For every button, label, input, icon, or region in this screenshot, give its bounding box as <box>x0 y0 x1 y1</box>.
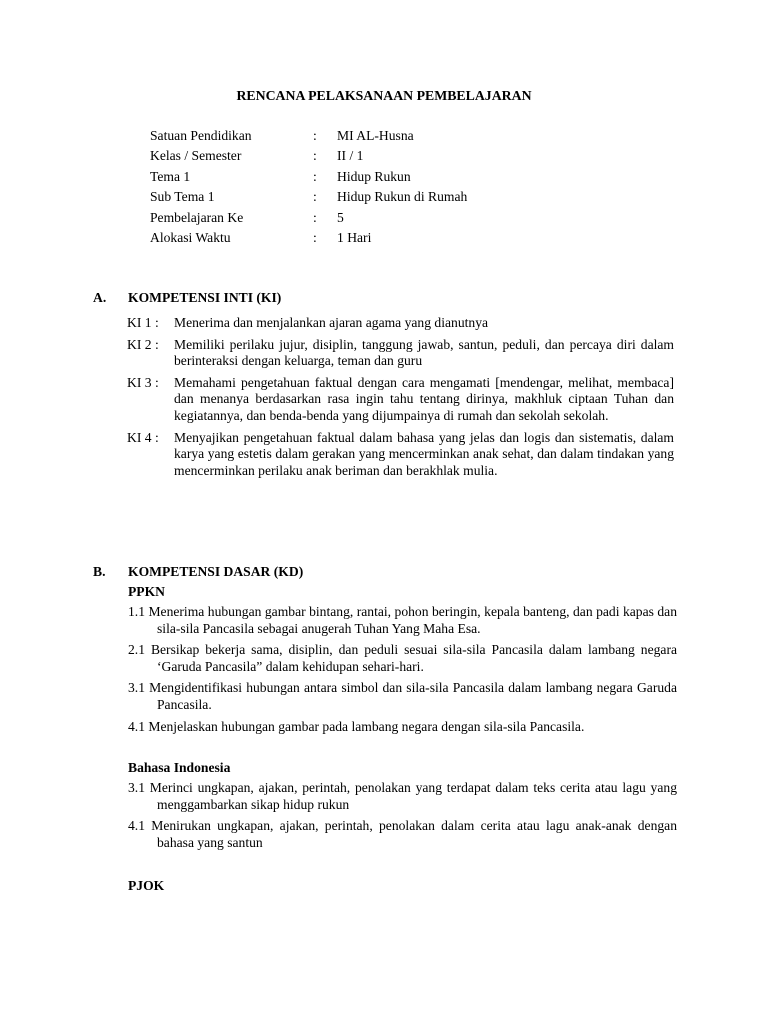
kd-item: 1.1 Menerima hubungan gambar bintang, rantai, pohon beringin, kepala banteng, dan padi kapas dan sila-sila Pancasila sebagai anugerah Tuhan Yang Maha Esa. <box>128 604 677 636</box>
info-label: Alokasi Waktu <box>150 229 231 245</box>
info-label: Pembelajaran Ke <box>150 209 244 225</box>
info-colon: : <box>313 229 317 245</box>
ki-item <box>127 337 674 370</box>
info-colon: : <box>313 148 317 164</box>
info-value: Hidup Rukun di Rumah <box>337 189 468 205</box>
section-heading <box>93 290 683 310</box>
info-colon: : <box>313 168 317 184</box>
info-value: Hidup Rukun <box>337 168 411 184</box>
info-colon: : <box>313 209 317 225</box>
ki-code: KI 1 : <box>127 315 159 330</box>
ki-code: KI 2 : <box>127 336 159 352</box>
ki-text: Memahami pengetahuan faktual dengan cara mengamati [mendengar, melihat, membaca] dan menanya berdasarkan rasa ingin tahu tentang dirinya, makhluk ciptaan Tuhan dan kegiatannya, dan benda-benda yang dijumpainya di rumah dan sekolah sekolah. <box>174 374 674 423</box>
info-colon: : <box>313 128 317 143</box>
kd-item: 3.1 Mengidentifikasi hubungan antara simbol dan sila-sila Pancasila dalam lambang negara Garuda Pancasila. <box>128 680 677 712</box>
info-label: Sub Tema 1 <box>150 189 215 205</box>
info-value: II / 1 <box>337 148 364 164</box>
info-label: Tema 1 <box>150 168 191 184</box>
kd-item: 2.1 Bersikap bekerja sama, disiplin, dan peduli sesuai sila-sila Pancasila dalam lambang negara ‘Garuda Pancasila” dalam kehidupan sehari-hari. <box>128 642 677 674</box>
kd-item: 4.1 Menjelaskan hubungan gambar pada lambang negara dengan sila-sila Pancasila. <box>128 718 585 734</box>
section-kompetensi-dasar <box>93 564 683 898</box>
info-label: Kelas / Semester <box>150 148 242 164</box>
ki-code: KI 4 : <box>127 429 159 445</box>
section-title: KOMPETENSI INTI (KI) <box>128 290 282 305</box>
section-letter: B. <box>93 564 106 579</box>
ki-text: Menyajikan pengetahuan faktual dalam bahasa yang jelas dan logis dan sistematis, dalam karya yang estetis dalam gerakan yang mencerminkan anak sehat, dan dalam tindakan yang mencerminkan perilaku anak beriman dan berakhlak mulia. <box>174 429 674 478</box>
spacer <box>128 857 677 878</box>
kd-block <box>128 584 677 898</box>
ki-list <box>127 315 674 479</box>
info-label: Satuan Pendidikan <box>150 128 252 143</box>
section-letter: A. <box>93 290 107 305</box>
subject-heading-ppkn: PPKN <box>128 584 165 599</box>
ki-item <box>127 375 674 425</box>
section-heading <box>93 564 683 584</box>
info-value: MI AL-Husna <box>337 128 414 143</box>
ki-item <box>127 430 674 480</box>
ki-text: Menerima dan menjalankan ajaran agama yang dianutnya <box>174 315 489 330</box>
info-value: 1 Hari <box>337 229 372 245</box>
spacer <box>128 740 677 760</box>
kd-item: 4.1 Menirukan ungkapan, ajakan, perintah, penolakan dalam cerita atau lagu anak-anak dengan bahasa yang santun <box>128 818 677 850</box>
info-value: 5 <box>337 209 344 225</box>
kd-item: 3.1 Merinci ungkapan, ajakan, perintah, penolakan yang terdapat dalam teks cerita atau lagu yang menggambarkan sikap hidup rukun <box>128 780 677 812</box>
section-title: KOMPETENSI DASAR (KD) <box>128 564 304 579</box>
section-kompetensi-inti <box>93 290 683 484</box>
document-title: RENCANA PELAKSANAAN PEMBELAJARAN <box>236 88 532 103</box>
ki-text: Memiliki perilaku jujur, disiplin, tanggung jawab, santun, peduli, dan percaya diri dalam berinteraksi dengan keluarga, teman dan guru <box>174 336 674 369</box>
ki-item <box>127 315 674 332</box>
subject-heading-bahasa-indonesia: Bahasa Indonesia <box>128 760 231 776</box>
ki-code: KI 3 : <box>127 374 159 390</box>
info-colon: : <box>313 189 317 205</box>
subject-heading-pjok: PJOK <box>128 877 165 893</box>
